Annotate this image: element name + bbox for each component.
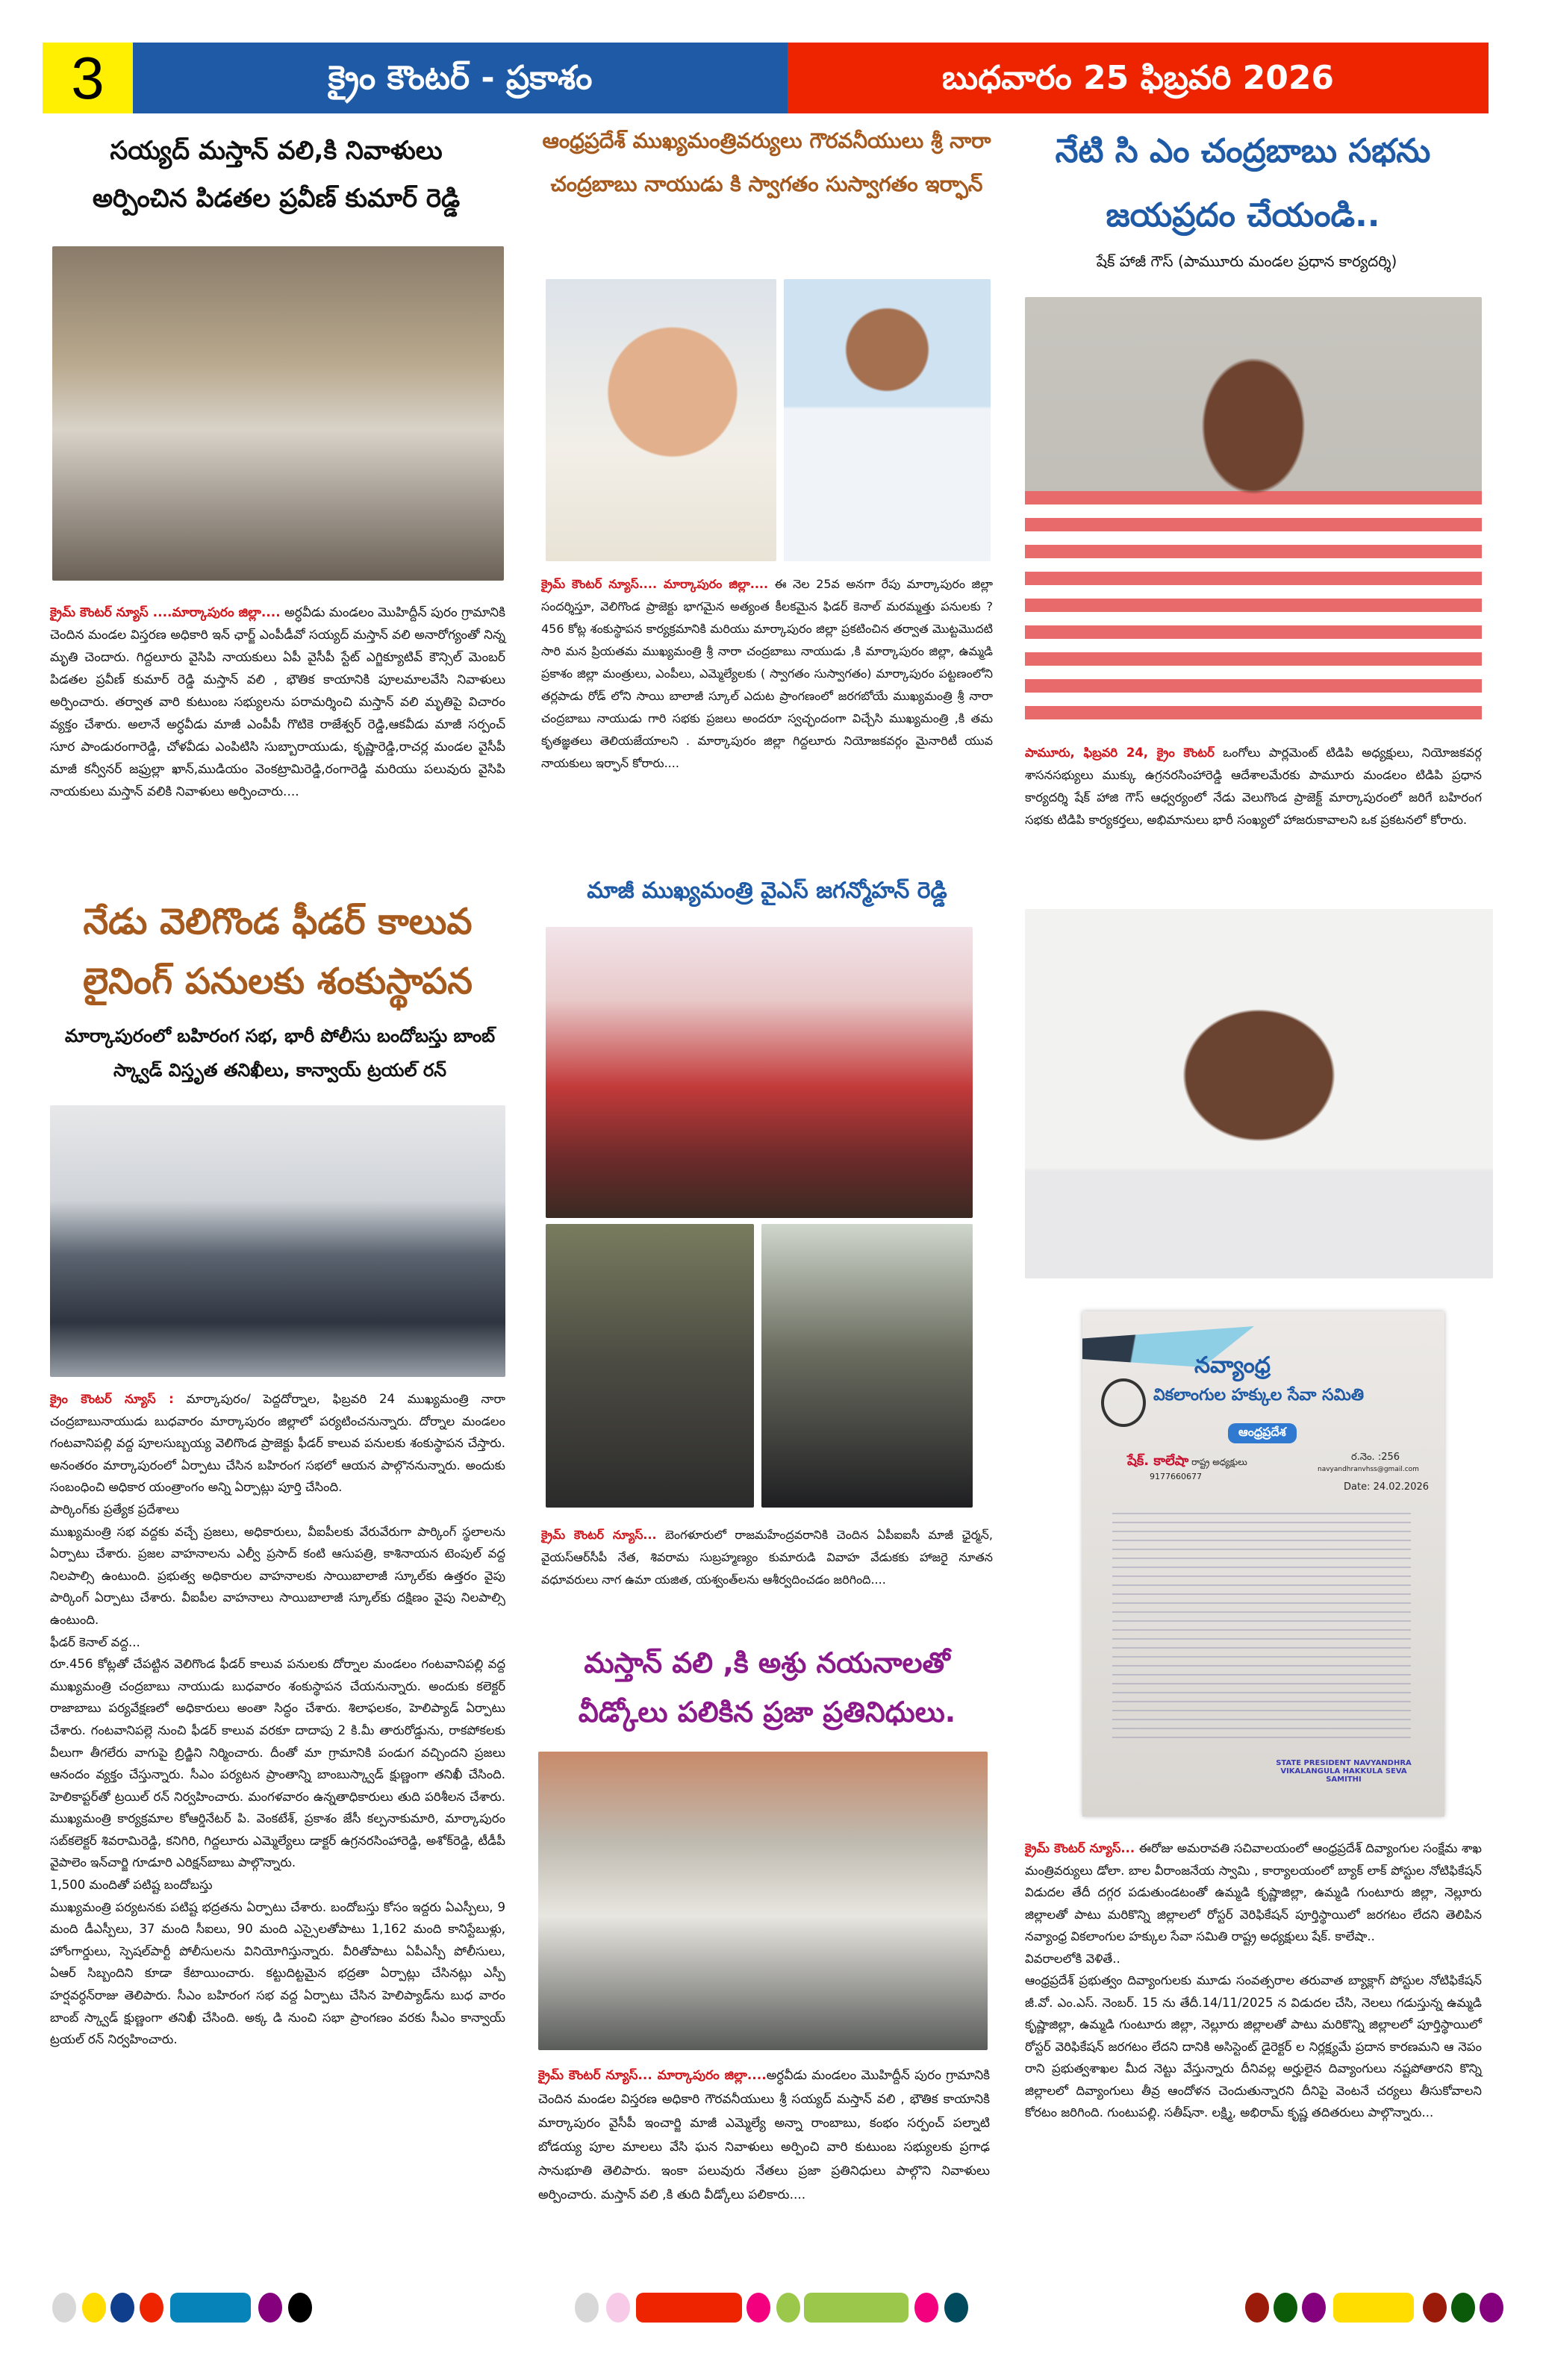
org-name-line1: నవ్యాంధ్ర xyxy=(1194,1352,1271,1378)
color-dot xyxy=(1245,2293,1269,2323)
photo-irfan xyxy=(784,279,991,561)
president-name: షేక్. కాలేషా xyxy=(1127,1453,1189,1469)
story-text: బెంగళూరులో రాజమహేంద్రవరానికి చెందిన ఏపీఐఐసీ మాజీ ఛైర్మన్, వైయస్ఆర్‌సీపీ నేత, శివరామ సుబ్రహ్మణ్యం కుమారుడి వివాహ వేడుకకు హాజరై నూతన వధూవరులు నాగ ఉమా యజిత, యశ్వంత్‌లను ఆశీర్వదించడం జరిగింది.... xyxy=(541,1528,993,1587)
color-dot xyxy=(575,2293,599,2323)
story-tribute xyxy=(50,602,505,803)
color-dot xyxy=(1480,2293,1503,2323)
org-logo-icon xyxy=(1101,1378,1146,1427)
color-dot xyxy=(944,2293,968,2323)
color-bar xyxy=(804,2293,908,2323)
story-feeder-canal xyxy=(50,1388,505,2051)
byline-sheik-haji-gous: షేక్ హాజీ గౌస్ (పాముూరు మండల ప్రధాన కార్యదర్శి) xyxy=(1096,252,1397,270)
story-text: అర్ధవీడు మండలం మొహిద్దీన్ పురం గ్రామానికి చెందిన మండల విస్తరణ అధికారి ఇన్ ఛార్జ్ ఎంపీడీవో సయ్యద్ మస్తాన్ వలి అనారోగ్యంతో నిన్న మృతి చెందారు. గిద్దలూరు వైసిపి నాయకులు ఏపీ వైసీపీ స్టేట్ ఎగ్జిక్యూటివ్ కౌన్సిల్ మెంబర్ పిడతల ప్రవీణ్ కుమార్ రెడ్డి మస్తాన్ వలి , భౌతిక కాయానికి పూలమాలవేసి నివాళులు అర్పించారు. తర్వాత వారి కుటుంబ సభ్యులను పరామర్శించి మస్తాన్ వలి మృతిపై విచారం వ్యక్తం చేశారు. అలానే అర్ధవీడు మాజీ ఎంపీపీ గొటికె రాజేశ్వర్ రెడ్డి,ఆకవీడు మాజీ సర్పంచ్ సూర పాండురంగారెడ్డి, చోళవీడు ఎంపిటిసి సుబ్బారాయుడు, కృష్ణారెడ్డి,రాచర్ల మండల వైసీపీ మాజీ కన్వీనర్ జఫ్రుల్లా ఖాన్,ముడియం వెంకట్రామిరెడ్డి,రంగారెడ్డి మరియు పలువురు వైసిపి నాయకులు మస్తాన్ వలికి నివాళులు అర్పించారు.... xyxy=(50,605,505,799)
story-text: అర్ధవీడు మండలం మొహిద్దీన్ పురం గ్రామానికి చెందిన మండల విస్తరణ అధికారి గౌరవనీయులు శ్రీ సయ్యద్ మస్తాన్ వలి , భౌతిక కాయానికి మార్కాపురం వైసీపీ ఇంచార్జి మాజీ ఎమ్మెల్యే అన్నా రాంబాబు, కంభం సర్పంచ్ పల్నాటి బోడయ్య పూల మాలలు వేసి ఘన నివాళులు అర్పించి వారి కుటుంబ సభ్యులకు ప్రగాఢ సానుభూతి తెలిపారు. ఇంకా పలువురు నేతలు ప్రజా ప్రతినిధులు పాల్గొని నివాళులు అర్పించారు. మస్తాన్ వలి ,కి తుది వీడ్కోలు పలికారు.... xyxy=(538,2068,991,2202)
story-text: ఈ నెల 25వ అనగా రేపు మార్కాపురం జిల్లా సందర్శిస్తూ, వెలిగొండ ప్రాజెక్టు భాగమైన అత్యంత కీలకమైన ఫిడర్ కెనాల్ మరమ్మత్తు పనులకు ?456 కోట్ల శంకుస్థాపన కార్యక్రమానికి మరియు మార్కాపురం జిల్లా ప్రకటించిన తర్వాత మొట్టమొదటి సారి మన ప్రియతమ ముఖ్యమంత్రి శ్రీ నారా చంద్రబాబు నాయుడు ,కి మార్కాపురం జిల్లా, ఉమ్మడి ప్రకాశం జిల్లా మంత్రులు, ఎంపీలు, ఎమ్మెల్యేలకు ( స్వాగతం సుస్వాగతం) మార్కాపురం పట్టణంలోని తర్లపాడు రోడ్ లోని సాయి బాలాజీ స్కూల్ ఎదుట ప్రాంగణంలో జరగబోయే ముఖ్యమంత్రి శ్రీ నారా చంద్రబాబు నాయుడు గారి సభకు ప్రజలు అందరూ స్వచ్ఛందంగా విచ్చేసి ముఖ్యమంత్రి ,కి తమ కృతజ్ఞతలు తెలియజేయాలని . మార్కాపురం జిల్లా గిద్దలూరు నియోజకవర్గం మైనారిటీ యువ నాయకులు ఇర్ఫాన్ కోరారు.... xyxy=(541,577,993,770)
headline-mastan-vali-tribute: సయ్యద్ మస్తాన్ వలి,కి నివాళులు అర్పించిన పిడతల ప్రవీణ్ కుమార్ రెడ్డి xyxy=(92,136,461,213)
photo-jagan-crowd-2 xyxy=(761,1224,973,1508)
story-text: ఆంధ్రప్రదేశ్ ప్రభుత్వం దివ్యాంగులకు మూడు సంవత్సరాల తరువాత బ్యాక్లాగ్ పోస్టుల నోటిఫికేషన్ జీ.వో. ఎం.ఎస్. నెంబర్. 15 ను తేదీ.14/11/2025 న విడుదల చేసి, నెలలు గడుస్తున్న ఉమ్మడి కృష్ణాజిల్లా, ఉమ్మడి గుంటూరు జిల్లా, నెల్లూరు జిల్లాలతో పాటు మరికొన్ని జిల్లాలలో పూర్తిస్థాయిలో రోస్టర్ వెరిఫికేషన్ జరగటం లేదని దానికి అసిస్టెంట్ డైరెక్టర్ ల నిర్లక్ష్యమే ప్రదాన కారణమని ఆ నెపం రాని ప్రభుత్వశాఖల మీద నెట్టు వేస్తున్నారు దీనివల్ల అర్హులైన దివ్యాంగులు నష్టపోతారని కొన్ని జిల్లాలలో దివ్యాంగులు తీవ్ర ఆందోళన చెందుతున్నారని దీనిపై వెంటనే చర్యలు తీసుకోవాలని కోరటం జరిగింది. గుంటుపల్లి. సతీష్‌నా. లక్ష్మి, అభిరామ్ కృష్ణ తదితరులు పాల్గొన్నారు... xyxy=(1025,1973,1482,2120)
photo-tribute-gathering xyxy=(52,246,504,581)
story-dateline: క్రైమ్ కౌంటర్ న్యూస్... xyxy=(541,1528,657,1542)
photo-sheik-haji-gous xyxy=(1025,297,1482,727)
president-title: రాష్ట్ర అధ్యక్షులు xyxy=(1191,1457,1247,1467)
photo-portrait-man xyxy=(1025,909,1493,1278)
color-dot xyxy=(1423,2293,1447,2323)
story-subhead: వివరాలలోకి వెళితే.. xyxy=(1025,1951,1120,1966)
org-state-badge: ఆంధ్రప్రదేశ xyxy=(1228,1423,1297,1443)
story-text: ముఖ్యమంత్రి పర్యటనకు పటిష్ట భద్రతను ఏర్పాటు చేశారు. బందోబస్తు కోసం ఇద్దరు ఏఎస్పీలు, 9 మంది డీఎస్పీలు, 37 మంది సీఐలు, 90 మంది ఎస్సైలతోపాటు 1,162 మంది కానిస్టేబుళ్లు, హోంగార్డులు, స్పెషల్‌పార్టీ పోలీసులను వినియోగిస్తున్నారు. వీరితోపాటు ఏపీఎస్పీ పోలీసులు, ఏఆర్ సిబ్బందిని కూడా కేటాయించారు. కట్టుదిట్టమైన భద్రతా ఏర్పాట్లు చేసినట్లు ఎస్పీ హర్షవర్ధన్‌రాజు తెలిపారు. సీఎం బహిరంగ సభ వద్ద ఏర్పాటు చేసిన హెలిప్యాడ్‌ను బుధ వారం బాంబ్ స్క్వాడ్ క్షుణ్ణంగా తనిఖీ చేసింది. అక్క డి నుంచి సభా ప్రాంగణం వరకు సీఎం కాన్వాయ్ ట్రయల్ రన్ నిర్వహించారు. xyxy=(50,1899,505,2047)
color-dot xyxy=(288,2293,312,2323)
headline-jagan: మాజీ ముఖ్యమంత్రి వైఎస్ జగన్మోహన్ రెడ్డి xyxy=(587,878,947,904)
story-text: ఈరోజు అమరావతి సచివాలయంలో ఆంధ్రప్రదేశ్ దివ్యాంగుల సంక్షేమ శాఖ మంత్రివర్యులు డోలా. బాల వీరాంజనేయ స్వామి , కార్యాలయంలో బ్యాక్ లాక్ పోస్టుల నోటిఫికేషన్ విడుదల తేదీ దగ్గర పడుతుండటంతో ఉమ్మడి కృష్ణాజిల్లా, ఉమ్మడి గుంటూరు జిల్లా, నెల్లూరు జిల్లాలతో పాటు మరికొన్ని జిల్లాలలో రోస్టర్ వెరిఫికేషన్ పూర్తిస్థాయిలో జరగటం లేదని తెలిపిన నవ్యాంధ్ర వికలాంగుల హక్కుల సేవా సమితి రాష్ట్ర అధ్యక్షులు షేక్. కాలేషా.. xyxy=(1025,1841,1482,1943)
photo-jagan-crowd-1 xyxy=(546,1224,754,1508)
page-number: 3 xyxy=(43,43,133,113)
color-bar xyxy=(1333,2293,1414,2323)
headline-cm-welcome: ఆంధ్రప్రదేశ్ ముఖ్యమంత్రివర్యులు గౌరవనీయులు శ్రీ నారా చంద్రబాబు నాయుడు కి స్వాగతం సుస్వాగతం ఇర్ఫాన్ xyxy=(542,128,991,196)
story-mastan-vali-farewell xyxy=(538,2064,990,2207)
photo-sabha-venue xyxy=(50,1105,505,1377)
story-subhead: పార్కింగ్‌కు ప్రత్యేక ప్రదేశాలు xyxy=(50,1502,179,1517)
story-subhead: ఫీడర్ కెనాల్ వద్ద... xyxy=(50,1634,140,1649)
photo-wedding-ceremony xyxy=(546,927,973,1218)
color-dot xyxy=(746,2293,770,2323)
story-text: ఒంగోలు పార్లమెంట్ టిడిపి అధ్యక్షులు, నియోజకవర్గ శాసనసభ్యులు ముక్కు ఉగ్రనరసింహారెడ్డి ఆదేశాలమేరకు పామూరు మండలం టిడిపి ప్రధాన కార్యదర్శి షేక్ హాజి గౌస్ ఆధ్వర్యంలో నేడు వెలుగొండ ప్రాజెక్ట్ మార్కాపురంలో జరిగే బహిరంగ సభకు టిడిపి కార్యకర్తలు, అభిమానులు భారీ సంఖ్యలో హాజరుకావాలని ఒక ప్రకటనలో కోరారు. xyxy=(1025,746,1482,827)
photo-farewell-gathering xyxy=(538,1752,988,2050)
story-disabled-rights xyxy=(1025,1837,1482,2124)
story-text: ముఖ్యమంత్రి సభ వద్దకు వచ్చే ప్రజలు, అధికారులు, వీఐపీలకు వేరువేరుగా పార్కింగ్ స్థలాలను ఏర్పాటు చేశారు. ప్రజల వాహనాలను ఎల్వీ ప్రసాద్ కంటి ఆసుపత్రి, కాశినాయన టెంపుల్ వద్ద నిలపాల్సి ఉంటుంది. ప్రభుత్వ అధికారుల వాహనాలకు సాయిబాలాజీ స్కూల్‌కు ఉత్తరం వైపు పార్కింగ్ ఏర్పాటు చేశారు. వీఐపీల వాహనాలు సాయిబాలాజీ స్కూల్‌కు దక్షిణం వైపు నిలపాల్సి ఉంటుంది. xyxy=(50,1524,505,1627)
color-dot xyxy=(776,2293,800,2323)
story-dateline: పామూరు, ఫిబ్రవరి 24, క్రైం కౌంటర్ xyxy=(1025,746,1215,760)
color-dot xyxy=(606,2293,630,2323)
story-dateline: క్రైమ్ కౌంటర్ న్యూస్... xyxy=(1025,1841,1135,1855)
photo-chandrababu-naidu xyxy=(546,279,776,561)
story-dateline: క్రైమ్ కౌంటర్ న్యూస్.... మార్కాపురం జిల్లా.... xyxy=(541,577,769,591)
story-sabha-appeal xyxy=(1025,742,1482,831)
letter-president xyxy=(1127,1453,1247,1472)
story-dateline: క్రైం కౌంటర్ న్యూస్ : xyxy=(50,1392,174,1406)
color-dot xyxy=(258,2293,282,2323)
headline-feeder-canal: నేడు వెలిగొండ ఫీడర్ కాలువ లైనింగ్ పనులకు శంకుస్థాపన xyxy=(83,901,473,1002)
story-text: రూ.456 కోట్లతో చేపట్టిన వెలిగొండ ఫీడర్ కాలువ పనులకు దోర్నాల మండలం గంటవానిపల్లి వద్ద ముఖ్యమంత్రి చంద్రబాబు నాయుడు బుధవారం శంకుస్థాపన చేయనున్నారు. అందుకు కలెక్టర్ రాజాబాబు పర్యవేక్షణలో అధికారులు అంతా సిద్ధం చేశారు. శిలాఫలకం, హెలిప్యాడ్ ఏర్పాటు చేశారు. గంటవానిపల్లె నుంచి ఫీడర్ కాలువ వరకూ దాదాపు 2 కి.మీ తారురోడ్డును, రాకపోకలకు వీలుగా తీగలేరు వాగుపై బ్రిడ్జిని నిర్మించారు. దీంతో మా గ్రామానికి పండుగ వచ్చిందని ప్రజలు ఆనందం వ్యక్తం చేస్తున్నారు. సీఎం పర్యటన ప్రాంతాన్ని బాంబుస్క్వాడ్ క్షుణ్ణంగా తనిఖీ చేసింది. హెలికాప్టర్‌తో ట్రయిల్ రన్ నిర్వహించారు. మంగళవారం ఉన్నతాధికారులు తుది పరిశీలన చేశారు. ముఖ్యమంత్రి కార్యక్రమాల కోఆర్డినేటర్ పి. వెంకటేశ్, ప్రకాశం జేసీ కల్పనాకుమారి, మార్కాపురం సబ్‌కలెక్టర్ శివరామిరెడ్డి, కనిగిరి, గిద్దలూరు ఎమ్మెల్యేలు డాక్టర్ ఉగ్రనరసింహారెడ్డి, అశోక్‌రెడ్డి, టీడీపీ వైపాలెం ఇన్‌చార్జి గూడూరి ఎరిక్షన్‌బాబు పాల్గొన్నారు. xyxy=(50,1657,505,1870)
letter-stamp: STATE PRESIDENT NAVYANDHRA VIKALANGULA HAKKULA SEVA SAMITHI xyxy=(1276,1759,1412,1784)
color-dot xyxy=(140,2293,163,2323)
letter-phone: 9177660677 xyxy=(1150,1472,1202,1481)
masthead-title: క్రైం కౌంటర్ - ప్రకాశం xyxy=(133,43,788,113)
story-text: మార్కాపురం/ పెద్దదోర్నాల, ఫిబ్రవరి 24 ముఖ్యమంత్రి నారా చంద్రబాబునాయుడు బుధవారం మార్కాపురం జిల్లాలో పర్యటించనున్నారు. దోర్నాల మండలం గంటవానిపల్లి వద్ద పూలసుబ్బయ్య వెలిగొండ ప్రాజెక్టు ఫీడర్ కాలువ పనులకు శంకుస్థాపన చేస్తారు. అనంతరం మార్కాపురంలో ఏర్పాటు చేసిన బహిరంగ సభలో ఆయన పాల్గొననున్నారు. అందుకు సంబంధించి అధికార యంత్రాంగం అన్ని ఏర్పాట్లు పూర్తి చేసింది. xyxy=(50,1392,506,1495)
letter-body-lines xyxy=(1112,1505,1411,1744)
color-dot xyxy=(110,2293,134,2323)
letter-email: navyandhranvhss@gmail.com xyxy=(1318,1466,1419,1473)
letterhead-document-image xyxy=(1082,1311,1444,1817)
letter-date: Date: 24.02.2026 xyxy=(1344,1481,1430,1493)
story-dateline: క్రైమ్ కౌంటర్ న్యూస్... మార్కాపురం జిల్లా.... xyxy=(538,2068,767,2083)
masthead-date: బుధవారం 25 ఫిబ్రవరి 2026 xyxy=(788,43,1489,113)
letter-reg-no: ర.నెం. :256 xyxy=(1351,1452,1400,1463)
story-cm-welcome xyxy=(541,573,993,775)
color-dot xyxy=(1302,2293,1326,2323)
color-dot xyxy=(52,2293,76,2323)
org-name-line2: వికలాంగుల హక్కుల సేవా సమితి xyxy=(1153,1386,1365,1405)
color-dot xyxy=(1451,2293,1475,2323)
color-bar xyxy=(636,2293,742,2323)
story-dateline: క్రైమ్ కౌంటర్ న్యూస్ ....మార్కాపురం జిల్లా.... xyxy=(50,605,281,620)
story-subhead: 1,500 మందితో పటిష్ట బందోబస్తు xyxy=(50,1878,213,1893)
color-dot xyxy=(82,2293,106,2323)
color-dot xyxy=(1274,2293,1297,2323)
headline-mastan-vali-farewell: మస్తాన్ వలి ,కి అశ్రు నయనాలతో వీడ్కోలు పలికిన ప్రజా ప్రతినిధులు. xyxy=(578,1646,956,1728)
color-dot xyxy=(914,2293,938,2323)
headline-cm-sabha-appeal: నేటి సి ఎం చంద్రబాబు సభను జయప్రదం చేయండి.. xyxy=(1055,132,1431,234)
subheadline-feeder-canal: మార్కాపురంలో బహిరంగ సభ, భారీ పోలీసు బందోబస్తు బాంబ్ స్క్వాడ్ విస్తృత తనిఖీలు, కాన్వాయ్ ట్రయల్ రన్ xyxy=(64,1025,496,1081)
color-bar xyxy=(170,2293,251,2323)
story-jagan-wedding xyxy=(541,1524,993,1591)
